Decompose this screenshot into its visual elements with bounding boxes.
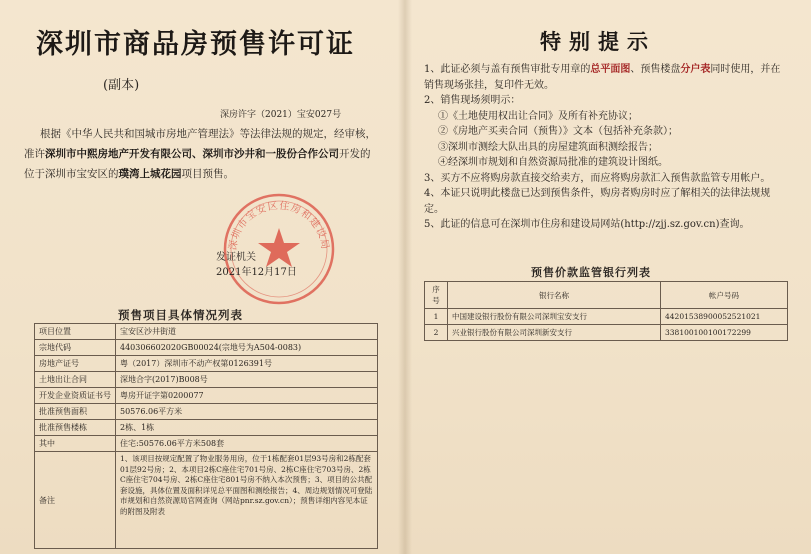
notice-item: 2、销售现场须明示： — [424, 95, 521, 106]
issuer-label: 发证机关 — [216, 252, 256, 263]
col-header-no: 序号 — [425, 282, 448, 309]
row-value: 2栋、1栋 — [116, 420, 378, 436]
table-row — [35, 324, 378, 340]
table-row — [35, 404, 378, 420]
project-table-title: 预售项目具体情况列表 — [118, 308, 243, 322]
notice-highlight: 分户表 — [680, 64, 711, 75]
row-value: 住宅:50576.06平方米508套 — [116, 436, 378, 452]
para-segment-project: 璞湾上城花园 — [118, 168, 182, 180]
approval-paragraph — [24, 124, 376, 184]
notice-subitem: ③深圳市测绘大队出具的房屋建筑面积测绘报告； — [438, 141, 658, 153]
notice-list — [424, 62, 784, 233]
bank-name: 中国建设银行股份有限公司深圳宝安支行 — [448, 309, 661, 325]
bank-table — [424, 281, 788, 341]
left-page — [0, 0, 400, 554]
row-key: 土地出让合同 — [35, 372, 116, 388]
table-row — [35, 436, 378, 452]
bank-account: 44201538900052521021 — [661, 309, 788, 325]
note-value: 1、该项目按规定配置了物业服务用房，位于1栋配套01层93号房和2栋配套01层92号房；2、本项目2栋C座住宅701号房、2栋C座住宅703号房、2栋C座住宅704号房、2栋C座住宅801号房不纳入本次预售；3、项目的公共配套设施，具体位置及面积详见总平面图和测绘报告；4、周边规划情况可登陆市规划和自然资源局官网查询（网站pnr.sz.gov.cn）；预售详细内容见本证的附图及附表 — [116, 452, 378, 549]
bank-no: 2 — [425, 325, 448, 341]
notice-item: 3、买方不应将购房款直接交给卖方，而应将购房款汇入预售款监管专用帐户。 — [424, 172, 771, 184]
notice-item — [424, 62, 784, 93]
table-row — [35, 340, 378, 356]
notice-text: 1、此证必须与盖有预售审批专用章的 — [424, 64, 591, 75]
row-key: 项目位置 — [35, 324, 116, 340]
notice-highlight: 总平面图 — [590, 64, 631, 75]
row-value: 50576.06平方米 — [116, 404, 378, 420]
notice-item: 4、本证只说明此楼盘已达到预售条件，购房者购房时应了解相关的法律法规规定。 — [424, 188, 771, 215]
copy-label: (副本) — [103, 78, 140, 93]
bank-name: 兴业银行股份有限公司深圳新安支行 — [448, 325, 661, 341]
row-key: 房地产证号 — [35, 356, 116, 372]
special-notice-title: 特别提示 — [540, 29, 656, 54]
notice-subitem: ②《房地产买卖合同（预售）》文本（包括补充条款）； — [438, 126, 678, 137]
bank-header-row — [425, 282, 788, 309]
row-key: 批准预售楼栋 — [35, 420, 116, 436]
seal-text: 深圳市宝安区住房和建设局 — [227, 200, 331, 252]
bank-no: 1 — [425, 309, 448, 325]
notice-subitem: ④经深圳市规划和自然资源局批准的建筑设计图纸。 — [438, 157, 668, 168]
row-key: 开发企业资质证书号 — [35, 388, 116, 404]
bank-table-title: 预售价款监管银行列表 — [531, 266, 651, 279]
notice-text: 同时使用，并在销售现场张挂，复印件无效。 — [424, 64, 781, 91]
table-row — [425, 325, 788, 341]
certificate-title: 深圳市商品房预售许可证 — [36, 29, 355, 60]
document-number: 深房许字（2021）宝安027号 — [220, 110, 342, 120]
table-row — [35, 420, 378, 436]
row-key: 批准预售面积 — [35, 404, 116, 420]
bank-account: 338100100100172299 — [661, 325, 788, 341]
project-table — [34, 323, 378, 549]
table-row-note — [35, 452, 378, 549]
issue-date: 2021年12月17日 — [216, 267, 297, 278]
row-value: 粤房开证字第0200077 — [116, 388, 378, 404]
row-value: 宝安区沙井街道 — [116, 324, 378, 340]
row-value: 440306602020GB00024(宗地号为A504-0083) — [116, 340, 378, 356]
col-header-account: 帐户号码 — [661, 282, 788, 309]
row-value: 深地合字(2017)B008号 — [116, 372, 378, 388]
table-row — [35, 372, 378, 388]
notice-subitem: ①《土地使用权出让合同》及所有补充协议； — [438, 110, 638, 122]
row-value: 粤（2017）深圳市不动产权第0126391号 — [116, 356, 378, 372]
para-segment: 项目预售。 — [181, 168, 234, 180]
row-key: 宗地代码 — [35, 340, 116, 356]
table-row — [35, 356, 378, 372]
para-segment: 根据《中华人民共和国城市房地产管理法》等法律法规的规定，经审核，准许 — [24, 128, 376, 160]
para-segment-company: 深圳市中熙房地产开发有限公司、深圳市沙井和一股份合作公司 — [45, 148, 339, 160]
notice-item: 5、此证的信息可在深圳市住房和建设局网站(http://zjj.sz.gov.cn)查询。 — [424, 219, 750, 230]
col-header-bank: 银行名称 — [448, 282, 661, 309]
notice-text: 、预售楼盘 — [630, 64, 681, 75]
table-row — [425, 309, 788, 325]
note-key: 备注 — [35, 452, 116, 549]
row-key: 其中 — [35, 436, 116, 452]
table-row — [35, 388, 378, 404]
para-segment: 开发的位于深圳市宝安区的 — [24, 148, 371, 180]
